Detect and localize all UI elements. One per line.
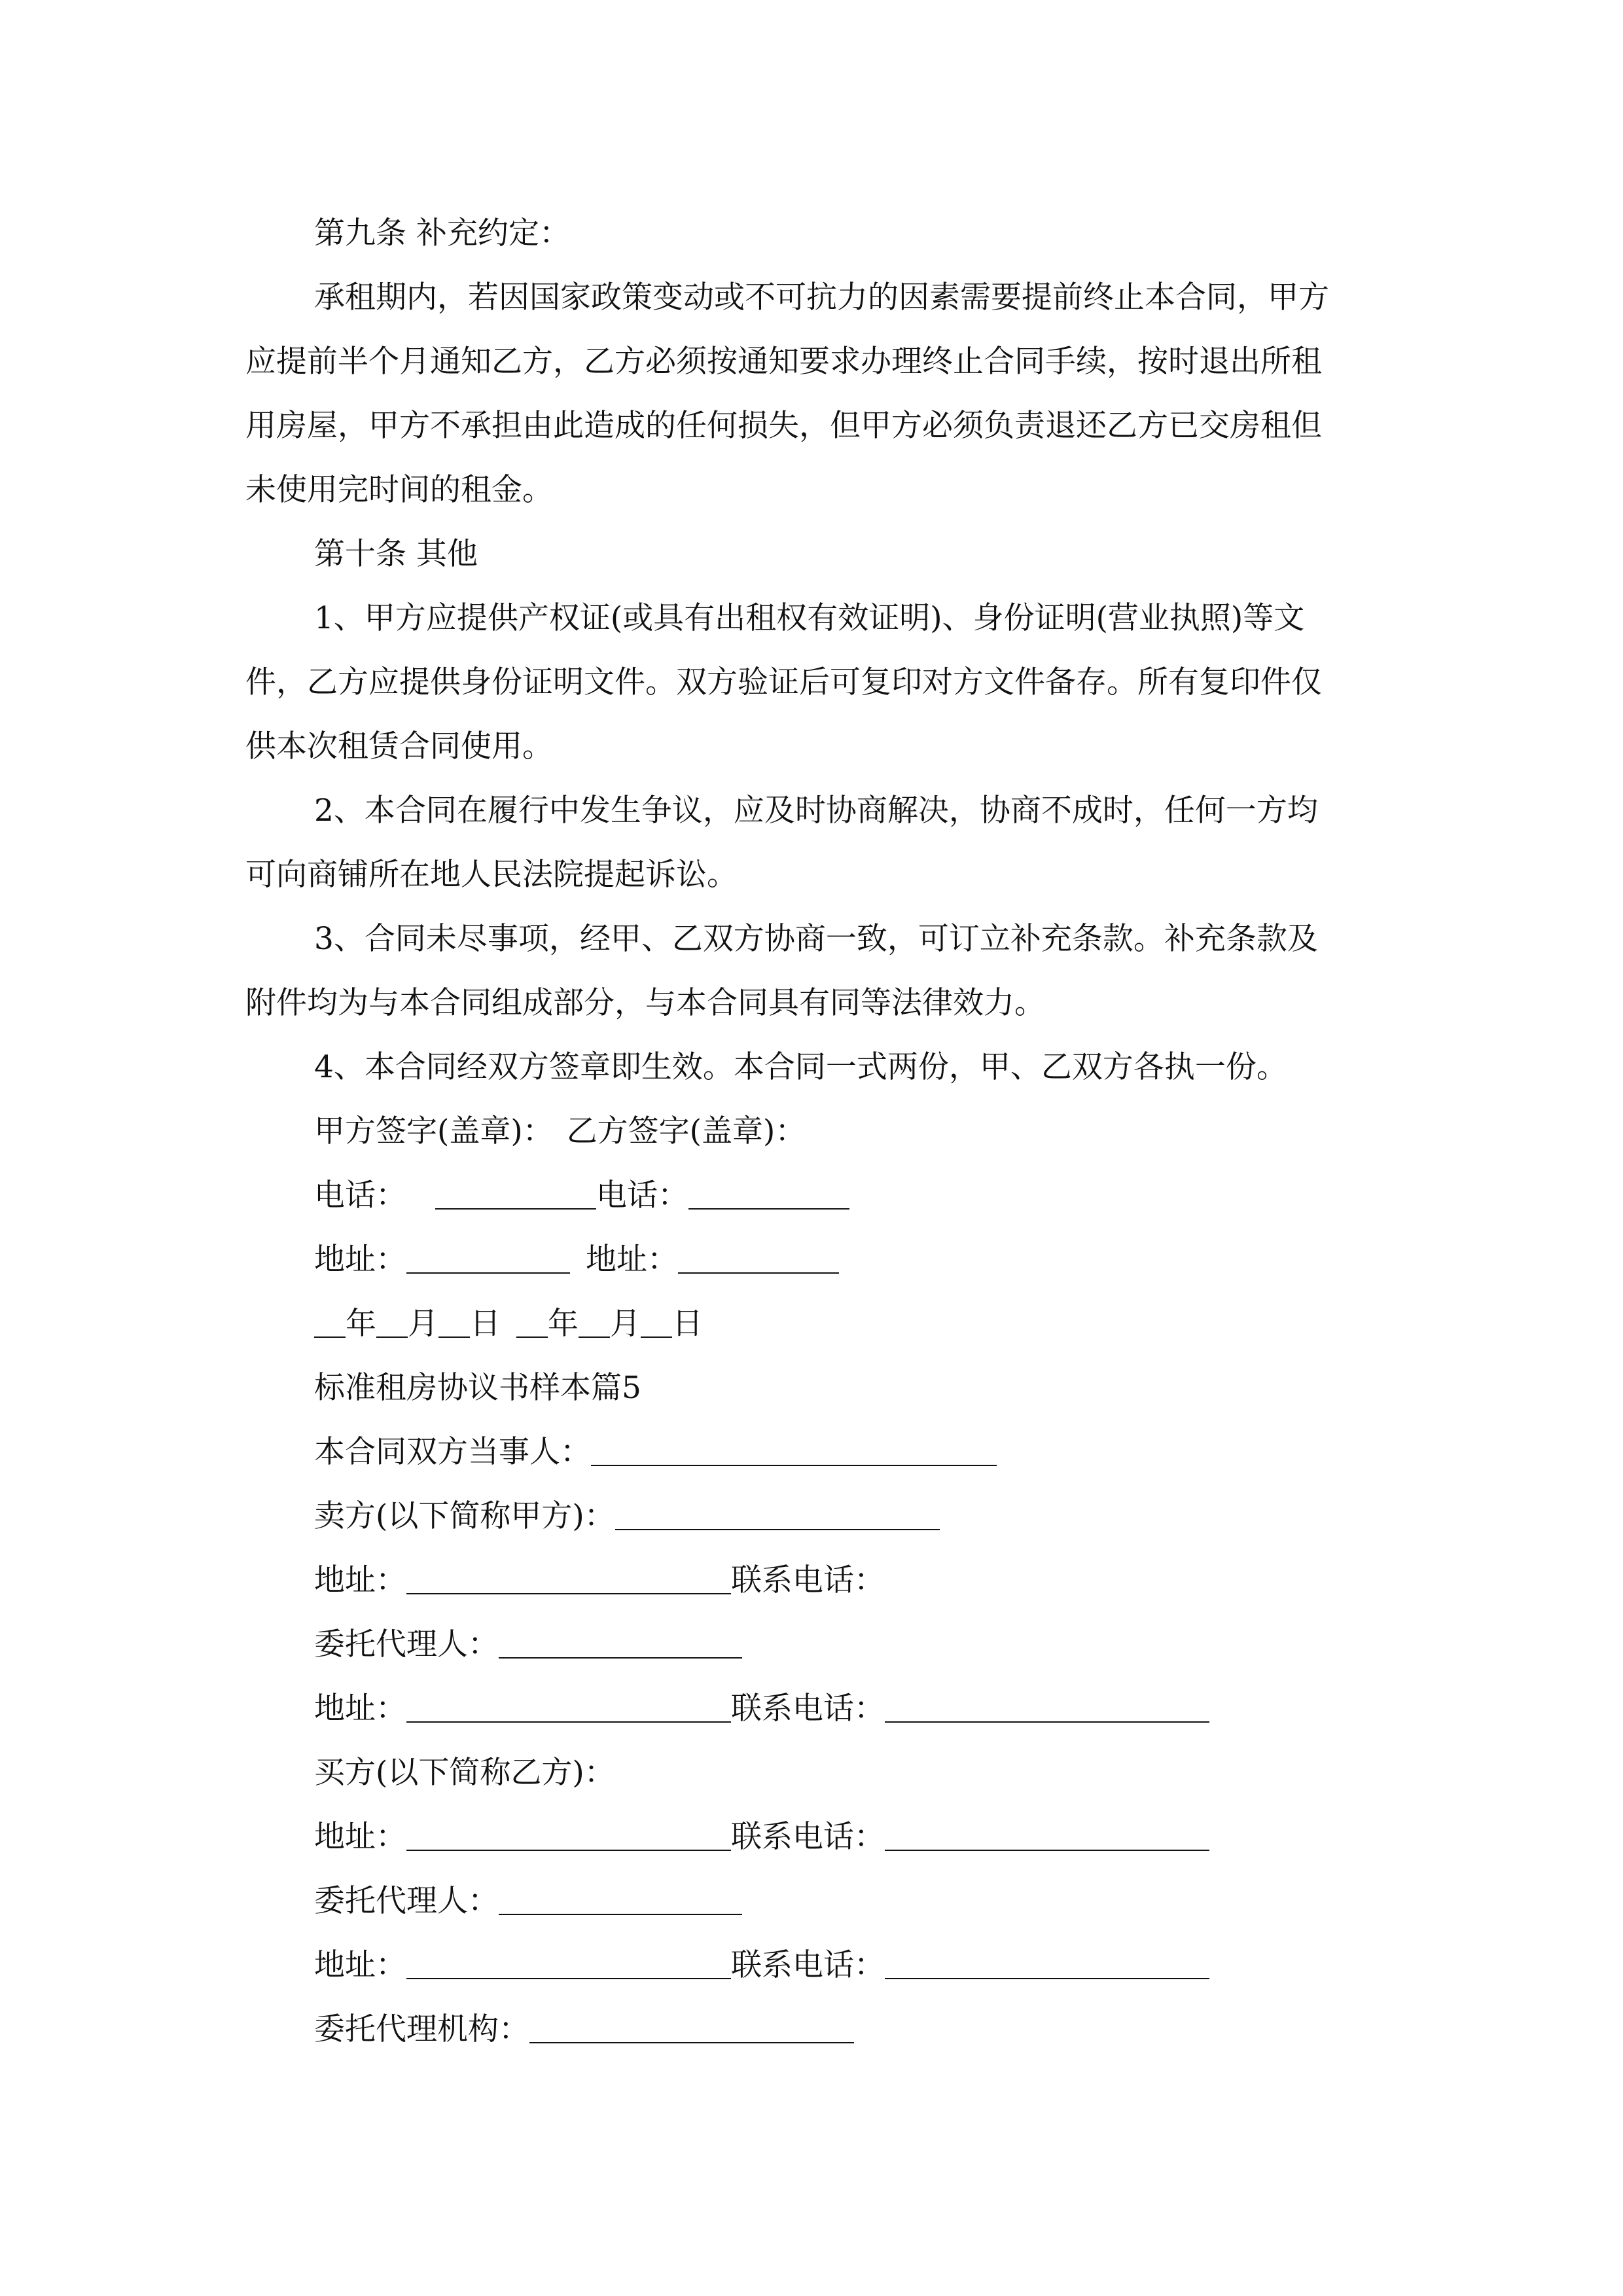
parties-blank[interactable] [591,1439,997,1466]
seller-address-row [245,1549,1384,1613]
clause1-line: 件，乙方应提供身份证明文件。双方验证后可复印对方文件备存。所有复印件仅 [245,664,1322,700]
address-row [245,1228,1384,1292]
document-content [245,202,1384,2062]
clause3-line: 附件均为与本合同组成部分，与本合同具有同等法律效力。 [245,985,1045,1021]
parties-row [245,1420,1384,1484]
seller-blank[interactable] [615,1503,940,1530]
party-b-signature-label: 乙方签字(盖章)： [566,1113,806,1149]
day-a-blank[interactable] [438,1310,470,1338]
phone-a-blank[interactable] [435,1182,596,1210]
address-label: 地址： [314,1947,406,1983]
clause4: 4、本合同经双方签章即生效。本合同一式两份，甲、乙双方各执一份。 [314,1049,1287,1085]
buyer-agent-phone-blank[interactable] [885,1952,1209,1979]
phone-label-b: 电话： [596,1177,688,1213]
month-label: 月 [610,1306,641,1342]
contact-phone-label: 联系电话： [731,1562,885,1598]
year-label: 年 [548,1306,579,1342]
party-a-signature-label: 甲方签字(盖章)： [314,1113,554,1149]
seller-agent-address-row [245,1677,1384,1741]
year-label: 年 [346,1306,376,1342]
agency-row [245,1998,1384,2062]
year-a-blank[interactable] [314,1310,346,1338]
address-label-a: 地址： [314,1242,406,1278]
buyer-agent-address-blank[interactable] [406,1952,731,1979]
day-label: 日 [470,1306,501,1342]
address-label: 地址： [314,1562,406,1598]
buyer-agent-address-row [245,1933,1384,1998]
article9-body-line: 应提前半个月通知乙方，乙方必须按通知要求办理终止合同手续，按时退出所租 [245,344,1322,380]
year-b-blank[interactable] [516,1310,548,1338]
seller-agent-address-blank[interactable] [406,1695,731,1723]
agency-label: 委托代理机构： [314,2011,529,2047]
buyer-agent-row [245,1869,1384,1933]
clause1-line: 1、甲方应提供产权证(或具有出租权有效证明)、身份证明(营业执照)等文 [314,600,1305,636]
seller-row [245,1484,1384,1549]
section5-title: 标准租房协议书样本篇5 [314,1370,641,1406]
seller-label: 卖方(以下简称甲方)： [314,1498,615,1534]
address-label: 地址： [314,1819,406,1855]
clause2-line: 可向商铺所在地人民法院提起诉讼。 [245,857,738,893]
buyer-phone-blank[interactable] [885,1823,1209,1851]
article10-heading: 第十条 其他 [314,536,478,572]
day-b-blank[interactable] [641,1310,672,1338]
seller-agent-row [245,1613,1384,1677]
address-label: 地址： [314,1691,406,1727]
signature-row [245,1100,1384,1164]
seller-agent-phone-blank[interactable] [885,1695,1209,1723]
seller-address-blank[interactable] [406,1567,731,1594]
article9-heading: 第九条 补充约定： [314,215,570,251]
day-label: 日 [672,1306,703,1342]
parties-label: 本合同双方当事人： [314,1434,591,1470]
phone-row [245,1164,1384,1228]
address-b-blank[interactable] [678,1246,839,1274]
phone-b-blank[interactable] [688,1182,849,1210]
agent-label: 委托代理人： [314,1883,499,1919]
buyer-row [245,1741,1384,1805]
address-label-b: 地址： [586,1242,678,1278]
clause2-line: 2、本合同在履行中发生争议，应及时协商解决，协商不成时，任何一方均 [314,793,1318,829]
month-a-blank[interactable] [376,1310,408,1338]
agency-blank[interactable] [529,2016,854,2043]
clause1-line: 供本次租赁合同使用。 [245,728,553,764]
article9-body-line: 用房屋，甲方不承担由此造成的任何损失，但甲方必须负责退还乙方已交房租但 [245,408,1322,444]
phone-label-a: 电话： [314,1177,406,1213]
clause3-line: 3、合同未尽事项，经甲、乙双方协商一致，可订立补充条款。补充条款及 [314,921,1318,957]
date-row [245,1292,1384,1356]
address-a-blank[interactable] [406,1246,570,1274]
buyer-address-blank[interactable] [406,1823,731,1851]
buyer-address-row [245,1805,1384,1869]
buyer-label: 买方(以下简称乙方)： [314,1755,615,1791]
contact-phone-label: 联系电话： [731,1691,885,1727]
article9-body-line: 未使用完时间的租金。 [245,472,553,508]
contact-phone-label: 联系电话： [731,1819,885,1855]
month-label: 月 [408,1306,438,1342]
agent-label: 委托代理人： [314,1626,499,1662]
article9-body-line: 承租期内，若因国家政策变动或不可抗力的因素需要提前终止本合同，甲方 [314,279,1329,315]
seller-agent-blank[interactable] [499,1631,742,1659]
buyer-agent-blank[interactable] [499,1888,742,1915]
contact-phone-label: 联系电话： [731,1947,885,1983]
month-b-blank[interactable] [579,1310,610,1338]
